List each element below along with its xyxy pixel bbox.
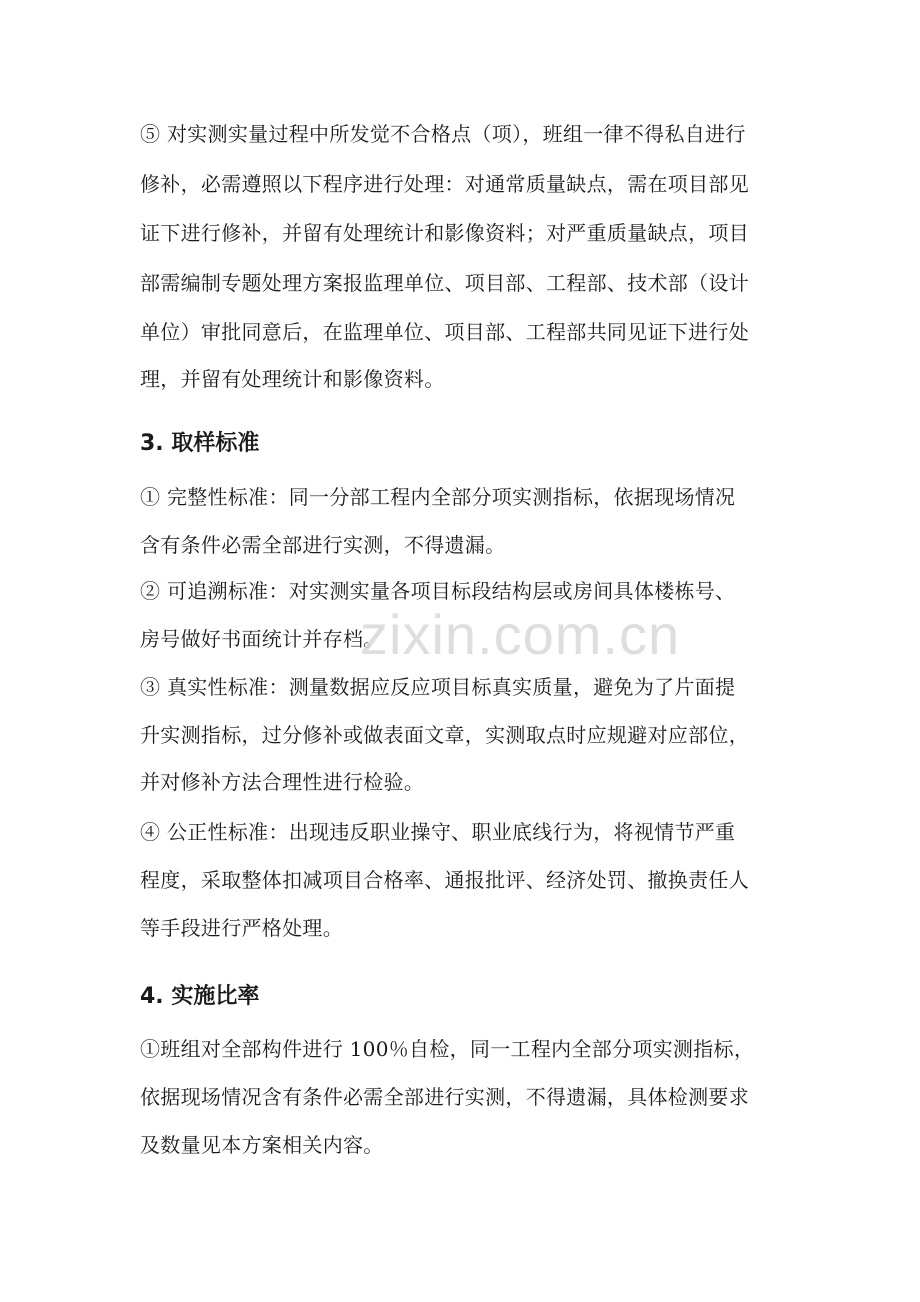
item3-line-3: 并对修补方法合理性进行检验。 — [140, 770, 425, 794]
item2-line-2: 房号做好书面统计并存档。 — [140, 627, 384, 651]
para5-line-2: 修补，必需遵照以下程序进行处理：对通常质量缺点，需在项目部见 — [140, 172, 749, 196]
section-heading-3: 3. 取样标准 — [140, 431, 260, 456]
para5-line-5: 单位）审批同意后，在监理单位、项目部、工程部共同见证下进行处 — [140, 320, 749, 344]
item1-line-1: ① 完整性标准：同一分部工程内全部分项实测指标，依据现场情况 — [140, 485, 736, 509]
ratio-line-3: 及数量见本方案相关内容。 — [140, 1133, 384, 1157]
watermark-text: zixin.com.cn — [360, 603, 681, 666]
item1-line-2: 含有条件必需全部进行实测，不得遗漏。 — [140, 533, 506, 557]
section-heading-4: 4. 实施比率 — [140, 984, 260, 1009]
item4-line-3: 等手段进行严格处理。 — [140, 916, 343, 940]
ratio-line-1: ①班组对全部构件进行 100％自检，同一工程内全部分项实测指标， — [140, 1037, 755, 1061]
para5-line-4: 部需编制专题处理方案报监理单位、项目部、工程部、技术部（设计 — [140, 271, 749, 295]
para5-line-3: 证下进行修补，并留有处理统计和影像资料；对严重质量缺点，项目 — [140, 221, 749, 245]
para5-line-1: ⑤ 对实测实量过程中所发觉不合格点（项），班组一律不得私自进行 — [140, 122, 746, 146]
para5-line-6: 理，并留有处理统计和影像资料。 — [140, 367, 445, 391]
item3-line-1: ③ 真实性标准：测量数据应反应项目标真实质量，避免为了片面提 — [140, 675, 736, 699]
ratio-line-2: 依据现场情况含有条件必需全部进行实测，不得遗漏，具体检测要求 — [140, 1085, 749, 1109]
item4-line-1: ④ 公正性标准：出现违反职业操守、职业底线行为，将视情节严重 — [140, 820, 736, 844]
item3-line-2: 升实测指标，过分修补或做表面文章，实测取点时应规避对应部位， — [140, 723, 749, 747]
item2-line-1: ② 可追溯标准：对实测实量各项目标段结构层或房间具体楼栋号、 — [140, 579, 736, 603]
item4-line-2: 程度，采取整体扣减项目合格率、通报批评、经济处罚、撤换责任人 — [140, 868, 749, 892]
